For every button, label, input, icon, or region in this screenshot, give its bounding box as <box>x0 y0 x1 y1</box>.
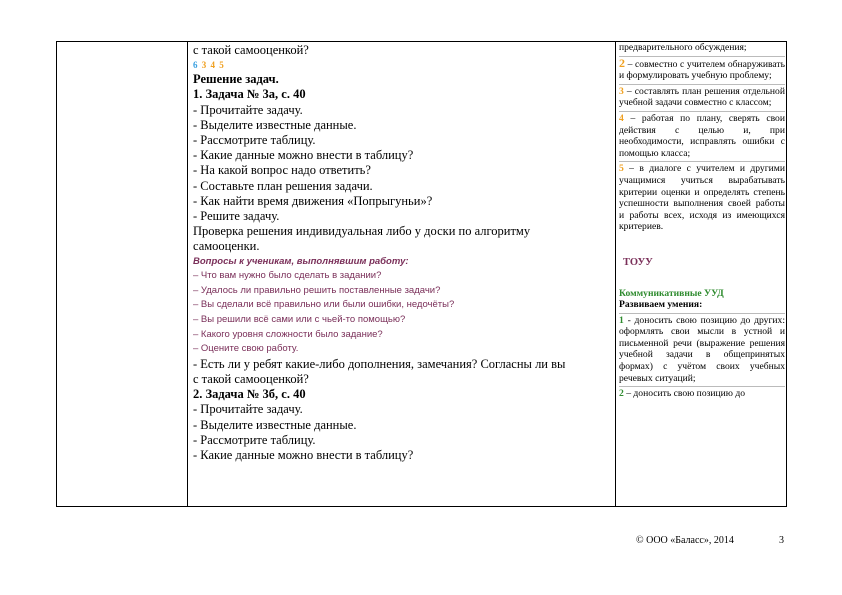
divider <box>619 386 785 387</box>
divider <box>619 84 785 85</box>
table-border-col1 <box>187 41 188 507</box>
item-text: – в диалоге с учителем и другими учащимися учиться вырабатывать критерии оценки и определять степень успешности выполнения своей работы и работы всех, исходя из имеющихся критериев. <box>619 163 785 233</box>
level-number-5: 5 <box>219 60 225 71</box>
level-number-6: 6 <box>193 60 199 71</box>
additions-text: - Есть ли у ребят какие-либо дополнения, замечания? Согласны ли вы <box>193 356 566 371</box>
item-text: – совместно с учителем обнаруживать и формулировать учебную проблему; <box>619 58 785 82</box>
uud-item <box>619 163 785 233</box>
develop-skills-label: Развиваем умения: <box>619 299 703 311</box>
task-step: - Какие данные можно внести в таблицу? <box>193 448 414 463</box>
level-number-3: 3 <box>201 60 208 71</box>
uud-text: предварительного обсуждения; <box>619 42 747 53</box>
uud-item <box>619 86 785 109</box>
task-step: - Прочитайте задачу. <box>193 402 303 417</box>
task-step: - Как найти время движения «Попрыгуньи»? <box>193 193 433 208</box>
question-item: – Удалось ли правильно решить поставленные задачи? <box>193 284 441 296</box>
item-number: 3 <box>619 85 624 97</box>
question-item: – Вы решили всё сами или с чьей-то помощью? <box>193 314 406 326</box>
uud-item <box>619 55 785 82</box>
questions-header: Вопросы к ученикам, выполнявшим работу: <box>193 255 409 267</box>
question-item: – Вы сделали всё правильно или были ошибки, недочёты? <box>193 299 455 311</box>
item-number: 2 <box>619 388 624 400</box>
divider <box>619 56 785 57</box>
toyu-heading: ТОУУ <box>623 256 653 268</box>
uud-item <box>619 315 785 385</box>
item-number: 2 <box>619 55 625 70</box>
additions-text: с такой самооценкой? <box>193 372 309 386</box>
text-line: с такой самооценкой? <box>193 43 309 57</box>
divider <box>619 313 785 314</box>
item-text: – работая по плану, сверять свои действия с целью и, при необходимости, исправлять ошибки с помощью класса; <box>619 112 785 159</box>
lesson-content-cell <box>193 43 613 463</box>
question-item: – Что вам нужно было сделать в задании? <box>193 270 382 282</box>
check-text: Проверка решения индивидуальная либо у доски по алгоритму <box>193 224 531 239</box>
item-text: – доносить свою позицию до <box>623 388 746 400</box>
uud-cell <box>619 42 785 400</box>
level-numbers <box>193 58 613 72</box>
task-step: - Выделите известные данные. <box>193 117 357 132</box>
item-text: - доносить свою позицию до других: оформлять свои мысли в устной и письменной речи (выражение решения учебной задачи в общепринятых формах) с учётом своих учебных речевых ситуаций; <box>619 314 785 384</box>
item-number: 5 <box>619 163 624 175</box>
copyright-footer: © ООО «Баласс», 2014 <box>636 535 734 546</box>
table-border-col2 <box>615 41 616 507</box>
task-step: - Выделите известные данные. <box>193 417 357 432</box>
uud-item <box>619 113 785 159</box>
item-text: – составлять план решения отдельной учебной задачи совместно с классом; <box>619 85 785 109</box>
task-step: - Решите задачу. <box>193 209 280 224</box>
uud-item <box>619 388 785 400</box>
table-border-right <box>786 41 787 507</box>
task-step: - На какой вопрос надо ответить? <box>193 163 371 178</box>
task-step: - Составьте план решения задачи. <box>193 178 373 193</box>
level-number-4: 4 <box>210 60 216 71</box>
table-border-left <box>56 41 57 507</box>
divider <box>619 111 785 112</box>
item-number: 1 <box>619 314 624 326</box>
check-text: самооценки. <box>193 239 260 254</box>
communicative-heading: Коммуникативные УУД <box>619 287 724 299</box>
question-item: – Какого уровня сложности было задание? <box>193 328 383 340</box>
item-number: 4 <box>619 112 624 124</box>
task-title: 1. Задача № 3а, с. 40 <box>193 87 306 102</box>
task-step: - Рассмотрите таблицу. <box>193 133 316 148</box>
task-step: - Прочитайте задачу. <box>193 102 303 117</box>
task-step: - Рассмотрите таблицу. <box>193 432 316 447</box>
question-item: – Оцените свою работу. <box>193 343 299 355</box>
page-number: 3 <box>779 535 784 546</box>
task-step: - Какие данные можно внести в таблицу? <box>193 148 414 163</box>
task-title: 2. Задача № 3б, с. 40 <box>193 387 306 402</box>
section-heading: Решение задач. <box>193 72 279 87</box>
divider <box>619 161 785 162</box>
